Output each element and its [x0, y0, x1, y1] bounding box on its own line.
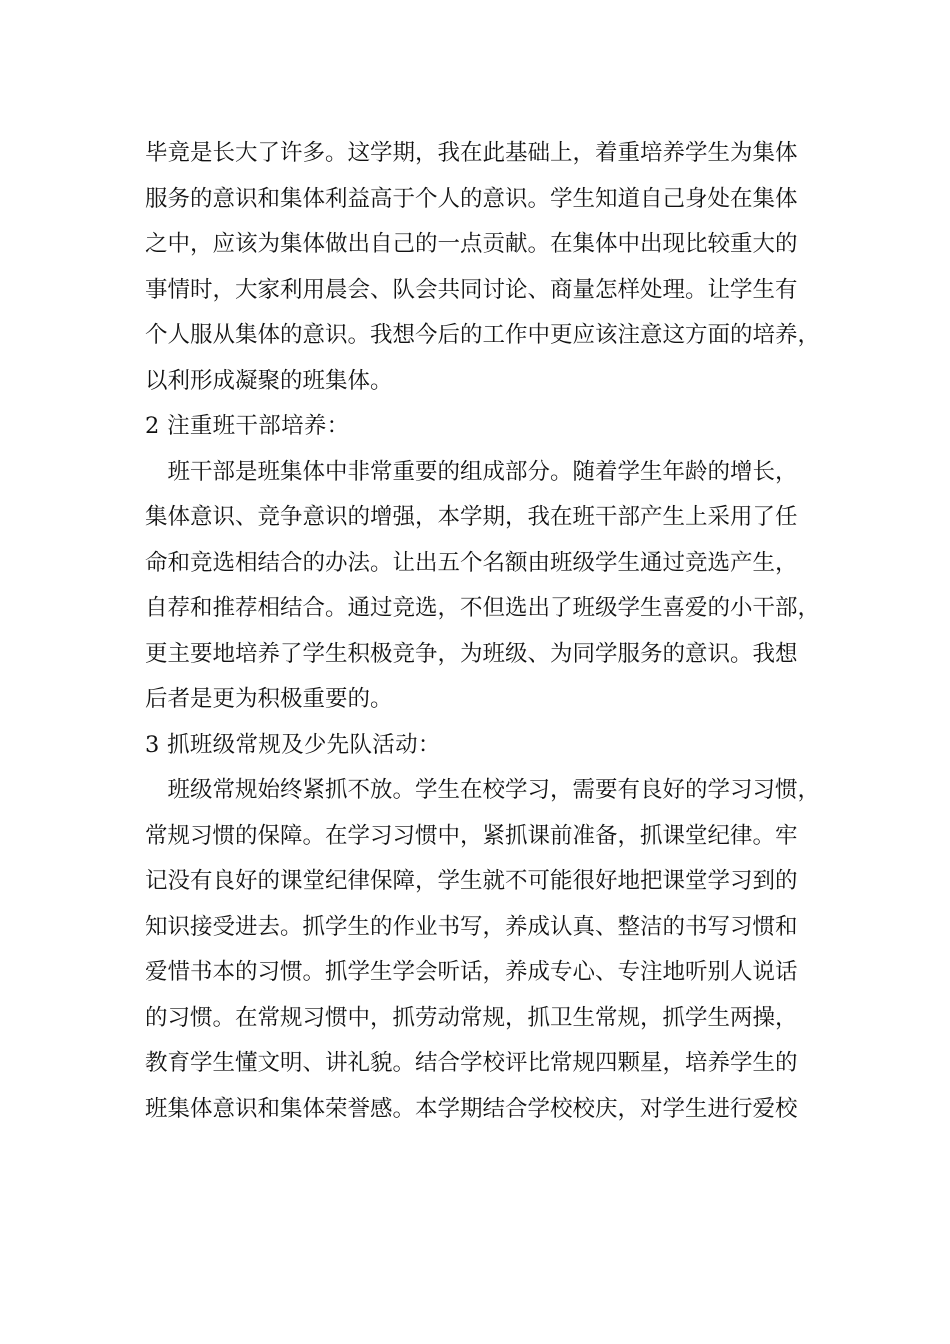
document-body — [145, 131, 821, 1132]
text-line: 事情时，大家利用晨会、队会共同讨论、商量怎样处理。让学生有 — [145, 276, 798, 303]
text-line: 集体意识、竞争意识的增强，本学期，我在班干部产生上采用了任 — [145, 504, 798, 530]
text-line: 班干部是班集体中非常重要的组成部分。随着学生年龄的增长， — [145, 458, 798, 485]
text-line: 常规习惯的保障。在学习习惯中，紧抓课前准备，抓课堂纪律。牢 — [145, 822, 798, 849]
text-line: 班级常规始终紧抓不放。学生在校学习，需要有良好的学习习惯， — [145, 777, 821, 803]
text-line: 毕竟是长大了许多。这学期，我在此基础上，着重培养学生为集体 — [145, 140, 798, 166]
text-line: 知识接受进去。抓学生的作业书写，养成认真、整洁的书写习惯和 — [145, 913, 798, 940]
text-line: 班集体意识和集体荣誉感。本学期结合学校校庆，对学生进行爱校 — [145, 1095, 798, 1122]
text-line: 教育学生懂文明、讲礼貌。结合学校评比常规四颗星，培养学生的 — [145, 1050, 798, 1076]
text-line: 以利形成凝聚的班集体。 — [145, 367, 393, 394]
section-heading: 2 注重班干部培养： — [145, 413, 350, 439]
text-line: 命和竞选相结合的办法。让出五个名额由班级学生通过竞选产生， — [145, 549, 798, 576]
text-line: 记没有良好的课堂纪律保障，学生就不可能很好地把课堂学习到的 — [145, 868, 798, 894]
text-line: 之中，应该为集体做出自己的一点贡献。在集体中出现比较重大的 — [145, 231, 798, 257]
text-line: 更主要地培养了学生积极竞争，为班级、为同学服务的意识。我想 — [145, 640, 798, 667]
text-line: 的习惯。在常规习惯中，抓劳动常规，抓卫生常规，抓学生两操， — [145, 1004, 798, 1031]
text-line: 服务的意识和集体利益高于个人的意识。学生知道自己身处在集体 — [145, 185, 798, 212]
section-heading: 3 抓班级常规及少先队活动： — [145, 731, 441, 758]
text-line: 后者是更为积极重要的。 — [145, 686, 393, 712]
text-line: 个人服从集体的意识。我想今后的工作中更应该注意这方面的培养， — [145, 322, 821, 348]
text-line: 爱惜书本的习惯。抓学生学会听话，养成专心、专注地听别人说话 — [145, 959, 798, 985]
text-line: 自荐和推荐相结合。通过竞选，不但选出了班级学生喜爱的小干部， — [145, 595, 821, 621]
